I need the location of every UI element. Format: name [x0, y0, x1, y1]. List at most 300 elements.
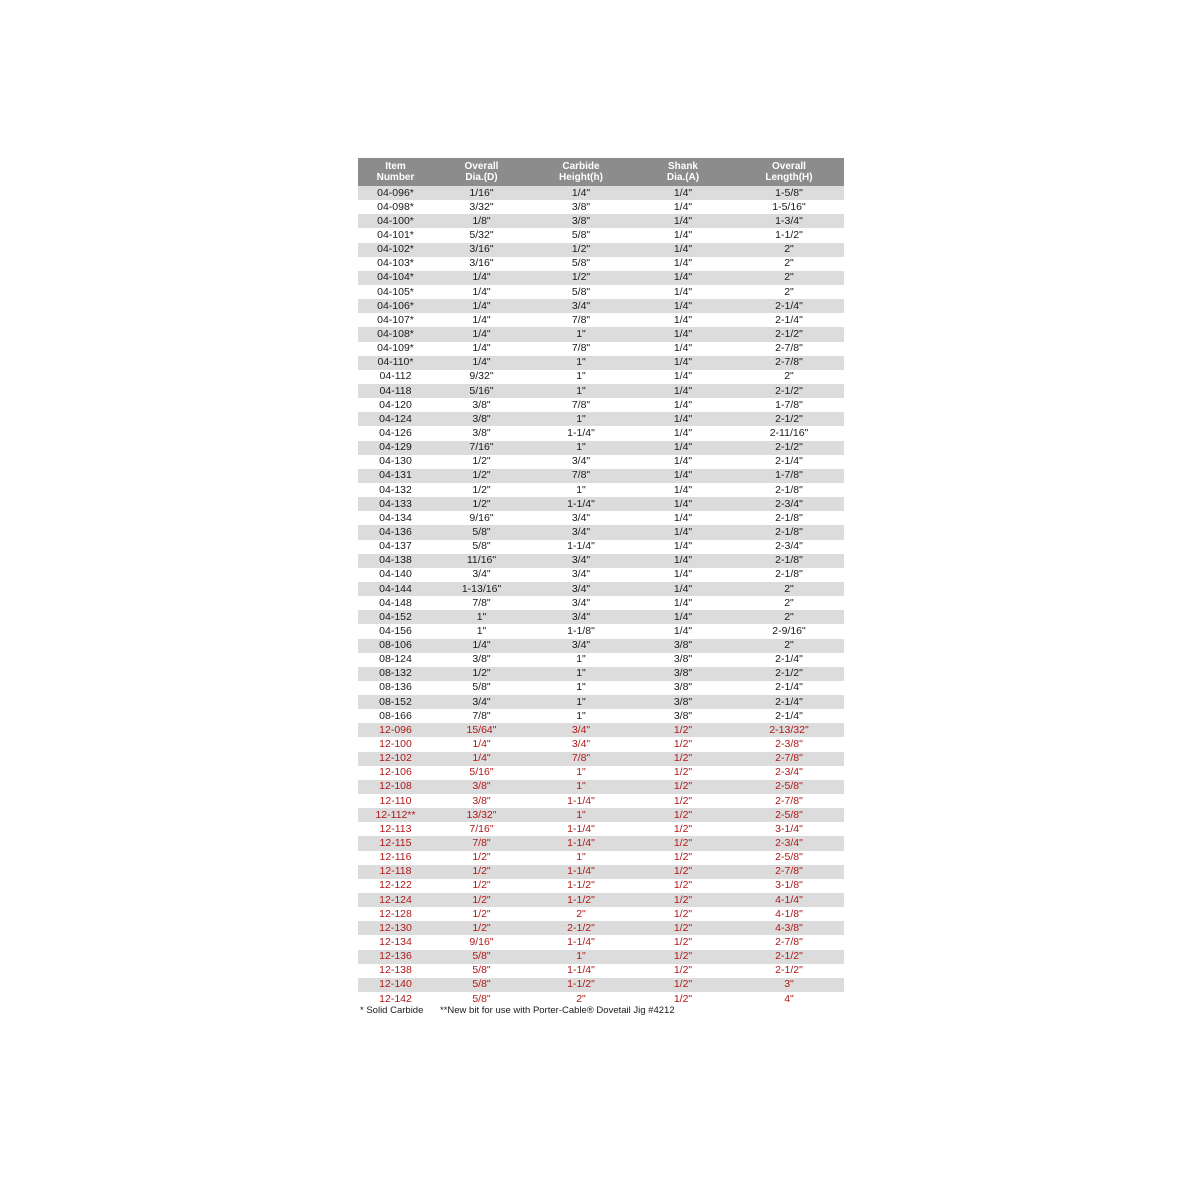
cell-shank-dia: 1/2"	[632, 822, 734, 836]
cell-overall-length: 3"	[734, 978, 844, 992]
table-row	[358, 582, 844, 596]
cell-shank-dia: 1/2"	[632, 935, 734, 949]
cell-shank-dia: 1/2"	[632, 964, 734, 978]
cell-overall-dia: 3/16"	[433, 257, 530, 271]
cell-shank-dia: 1/2"	[632, 766, 734, 780]
table-row	[358, 455, 844, 469]
cell-overall-length: 2-1/4"	[734, 695, 844, 709]
cell-overall-length: 2-5/8"	[734, 851, 844, 865]
cell-carbide-height: 3/4"	[530, 511, 632, 525]
cell-overall-dia: 7/16"	[433, 441, 530, 455]
cell-carbide-height: 1"	[530, 709, 632, 723]
cell-overall-length: 2-1/2"	[734, 950, 844, 964]
cell-item-number: 12-100	[358, 737, 433, 751]
cell-item-number: 04-102*	[358, 243, 433, 257]
cell-carbide-height: 1/2"	[530, 243, 632, 257]
cell-shank-dia: 1/4"	[632, 299, 734, 313]
cell-shank-dia: 1/2"	[632, 907, 734, 921]
cell-carbide-height: 1-1/4"	[530, 822, 632, 836]
cell-item-number: 12-122	[358, 879, 433, 893]
cell-shank-dia: 1/4"	[632, 582, 734, 596]
cell-shank-dia: 1/4"	[632, 554, 734, 568]
cell-overall-dia: 5/8"	[433, 681, 530, 695]
cell-item-number: 04-108*	[358, 327, 433, 341]
cell-carbide-height: 1"	[530, 370, 632, 384]
cell-item-number: 04-152	[358, 610, 433, 624]
cell-item-number: 04-109*	[358, 342, 433, 356]
header-carbide-height: Carbide Height(h)	[530, 158, 632, 186]
table-row	[358, 412, 844, 426]
cell-overall-dia: 1/4"	[433, 752, 530, 766]
cell-shank-dia: 1/4"	[632, 243, 734, 257]
cell-item-number: 08-152	[358, 695, 433, 709]
table-row	[358, 752, 844, 766]
cell-overall-dia: 1/8"	[433, 214, 530, 228]
cell-item-number: 04-104*	[358, 271, 433, 285]
cell-shank-dia: 1/4"	[632, 257, 734, 271]
cell-carbide-height: 3/4"	[530, 299, 632, 313]
table-row	[358, 964, 844, 978]
cell-carbide-height: 3/4"	[530, 737, 632, 751]
cell-carbide-height: 1"	[530, 441, 632, 455]
cell-overall-dia: 5/8"	[433, 978, 530, 992]
cell-overall-length: 4-3/8"	[734, 921, 844, 935]
cell-carbide-height: 1-1/2"	[530, 879, 632, 893]
cell-overall-length: 2"	[734, 257, 844, 271]
cell-overall-length: 2-1/2"	[734, 667, 844, 681]
cell-shank-dia: 1/4"	[632, 398, 734, 412]
cell-carbide-height: 7/8"	[530, 752, 632, 766]
cell-carbide-height: 1-1/2"	[530, 978, 632, 992]
cell-overall-length: 2-1/8"	[734, 568, 844, 582]
cell-overall-dia: 5/8"	[433, 540, 530, 554]
cell-overall-length: 2-3/4"	[734, 540, 844, 554]
table-row	[358, 483, 844, 497]
cell-overall-dia: 1/4"	[433, 299, 530, 313]
table-row	[358, 497, 844, 511]
cell-shank-dia: 3/8"	[632, 695, 734, 709]
cell-shank-dia: 1/2"	[632, 780, 734, 794]
cell-carbide-height: 1"	[530, 808, 632, 822]
cell-overall-dia: 1/2"	[433, 455, 530, 469]
cell-carbide-height: 2"	[530, 992, 632, 1006]
cell-overall-length: 2-1/8"	[734, 511, 844, 525]
table-row	[358, 921, 844, 935]
cell-overall-dia: 7/8"	[433, 709, 530, 723]
cell-item-number: 04-148	[358, 596, 433, 610]
cell-overall-length: 2-7/8"	[734, 356, 844, 370]
cell-shank-dia: 1/2"	[632, 752, 734, 766]
table-row	[358, 271, 844, 285]
cell-overall-length: 2-1/4"	[734, 653, 844, 667]
cell-item-number: 12-138	[358, 964, 433, 978]
cell-overall-length: 2-7/8"	[734, 935, 844, 949]
cell-overall-dia: 1/2"	[433, 865, 530, 879]
cell-carbide-height: 1-1/4"	[530, 964, 632, 978]
table-row	[358, 285, 844, 299]
table-row	[358, 653, 844, 667]
table-row	[358, 327, 844, 341]
cell-shank-dia: 1/2"	[632, 851, 734, 865]
table-row	[358, 568, 844, 582]
table-row	[358, 780, 844, 794]
cell-shank-dia: 1/2"	[632, 992, 734, 1006]
cell-carbide-height: 1"	[530, 384, 632, 398]
cell-item-number: 12-128	[358, 907, 433, 921]
cell-shank-dia: 1/2"	[632, 978, 734, 992]
cell-overall-dia: 1/4"	[433, 342, 530, 356]
cell-overall-dia: 7/16"	[433, 822, 530, 836]
cell-carbide-height: 1-1/4"	[530, 836, 632, 850]
cell-overall-dia: 5/8"	[433, 964, 530, 978]
table-row	[358, 398, 844, 412]
cell-shank-dia: 1/4"	[632, 441, 734, 455]
cell-overall-length: 3-1/4"	[734, 822, 844, 836]
cell-carbide-height: 3/4"	[530, 596, 632, 610]
cell-item-number: 12-142	[358, 992, 433, 1006]
cell-shank-dia: 1/4"	[632, 384, 734, 398]
cell-overall-dia: 9/16"	[433, 511, 530, 525]
cell-overall-length: 2-1/2"	[734, 384, 844, 398]
cell-item-number: 04-118	[358, 384, 433, 398]
cell-carbide-height: 5/8"	[530, 228, 632, 242]
cell-carbide-height: 1"	[530, 483, 632, 497]
cell-shank-dia: 1/4"	[632, 525, 734, 539]
cell-item-number: 04-136	[358, 525, 433, 539]
cell-item-number: 08-136	[358, 681, 433, 695]
header-overall-dia: Overall Dia.(D)	[433, 158, 530, 186]
table-row	[358, 342, 844, 356]
table-row	[358, 737, 844, 751]
cell-carbide-height: 3/4"	[530, 455, 632, 469]
cell-item-number: 04-120	[358, 398, 433, 412]
cell-overall-dia: 1-13/16"	[433, 582, 530, 596]
cell-shank-dia: 1/2"	[632, 921, 734, 935]
cell-carbide-height: 1"	[530, 667, 632, 681]
table-row	[358, 624, 844, 638]
cell-shank-dia: 1/4"	[632, 483, 734, 497]
cell-overall-dia: 1/4"	[433, 313, 530, 327]
cell-item-number: 04-112	[358, 370, 433, 384]
cell-overall-length: 2"	[734, 596, 844, 610]
cell-overall-dia: 5/8"	[433, 525, 530, 539]
cell-overall-dia: 5/32"	[433, 228, 530, 242]
cell-item-number: 04-129	[358, 441, 433, 455]
cell-carbide-height: 1/2"	[530, 271, 632, 285]
header-item-number: Item Number	[358, 158, 433, 186]
cell-overall-dia: 1"	[433, 624, 530, 638]
cell-overall-dia: 3/8"	[433, 653, 530, 667]
cell-item-number: 04-101*	[358, 228, 433, 242]
cell-overall-length: 3-1/8"	[734, 879, 844, 893]
cell-carbide-height: 7/8"	[530, 469, 632, 483]
cell-item-number: 04-126	[358, 426, 433, 440]
cell-overall-length: 2-1/4"	[734, 313, 844, 327]
cell-carbide-height: 1-1/2"	[530, 893, 632, 907]
table-row	[358, 879, 844, 893]
cell-shank-dia: 1/2"	[632, 879, 734, 893]
table-row	[358, 681, 844, 695]
table-row	[358, 186, 844, 200]
cell-item-number: 12-116	[358, 851, 433, 865]
table-body	[358, 186, 844, 1006]
cell-overall-length: 2"	[734, 285, 844, 299]
cell-overall-dia: 1/4"	[433, 639, 530, 653]
cell-item-number: 12-096	[358, 723, 433, 737]
cell-overall-dia: 13/32"	[433, 808, 530, 822]
table-row	[358, 243, 844, 257]
cell-overall-length: 2-5/8"	[734, 780, 844, 794]
cell-carbide-height: 3/8"	[530, 200, 632, 214]
cell-shank-dia: 1/4"	[632, 271, 734, 285]
cell-overall-dia: 3/16"	[433, 243, 530, 257]
cell-shank-dia: 1/4"	[632, 469, 734, 483]
cell-overall-dia: 9/16"	[433, 935, 530, 949]
cell-overall-length: 2-9/16"	[734, 624, 844, 638]
table-row	[358, 794, 844, 808]
cell-overall-dia: 3/4"	[433, 695, 530, 709]
table-row	[358, 935, 844, 949]
cell-item-number: 12-110	[358, 794, 433, 808]
cell-carbide-height: 1/4"	[530, 186, 632, 200]
table-row	[358, 228, 844, 242]
cell-shank-dia: 1/4"	[632, 342, 734, 356]
cell-shank-dia: 1/2"	[632, 836, 734, 850]
cell-carbide-height: 3/4"	[530, 568, 632, 582]
cell-shank-dia: 3/8"	[632, 667, 734, 681]
cell-shank-dia: 1/4"	[632, 540, 734, 554]
table-row	[358, 667, 844, 681]
cell-overall-dia: 3/8"	[433, 780, 530, 794]
cell-overall-dia: 1/4"	[433, 327, 530, 341]
cell-overall-length: 2-1/4"	[734, 681, 844, 695]
cell-overall-dia: 1"	[433, 610, 530, 624]
table-row	[358, 554, 844, 568]
cell-overall-length: 2-3/4"	[734, 766, 844, 780]
cell-carbide-height: 1-1/4"	[530, 935, 632, 949]
table-row	[358, 978, 844, 992]
table-row	[358, 257, 844, 271]
cell-shank-dia: 1/2"	[632, 808, 734, 822]
cell-carbide-height: 7/8"	[530, 398, 632, 412]
table-row	[358, 766, 844, 780]
table-row	[358, 907, 844, 921]
cell-carbide-height: 5/8"	[530, 257, 632, 271]
cell-overall-length: 2"	[734, 610, 844, 624]
cell-item-number: 04-132	[358, 483, 433, 497]
cell-overall-length: 4-1/8"	[734, 907, 844, 921]
cell-overall-dia: 1/4"	[433, 356, 530, 370]
cell-carbide-height: 1"	[530, 653, 632, 667]
cell-overall-dia: 1/2"	[433, 907, 530, 921]
cell-overall-length: 1-7/8"	[734, 398, 844, 412]
cell-shank-dia: 1/2"	[632, 893, 734, 907]
cell-shank-dia: 1/4"	[632, 186, 734, 200]
cell-carbide-height: 2"	[530, 907, 632, 921]
cell-overall-dia: 1/2"	[433, 483, 530, 497]
cell-carbide-height: 1"	[530, 766, 632, 780]
cell-overall-length: 2-11/16"	[734, 426, 844, 440]
router-bit-spec-table	[358, 158, 844, 1006]
cell-item-number: 04-140	[358, 568, 433, 582]
cell-shank-dia: 1/4"	[632, 412, 734, 426]
cell-item-number: 04-098*	[358, 200, 433, 214]
cell-overall-dia: 5/16"	[433, 384, 530, 398]
table-header	[358, 158, 844, 186]
table-row	[358, 384, 844, 398]
cell-shank-dia: 3/8"	[632, 653, 734, 667]
cell-overall-dia: 1/2"	[433, 469, 530, 483]
cell-shank-dia: 1/4"	[632, 200, 734, 214]
cell-overall-length: 1-5/16"	[734, 200, 844, 214]
table-row	[358, 469, 844, 483]
cell-carbide-height: 1"	[530, 851, 632, 865]
table-row	[358, 426, 844, 440]
cell-item-number: 04-130	[358, 455, 433, 469]
cell-overall-length: 2-1/2"	[734, 327, 844, 341]
cell-item-number: 04-134	[358, 511, 433, 525]
cell-item-number: 12-108	[358, 780, 433, 794]
table-row	[358, 950, 844, 964]
cell-overall-dia: 3/8"	[433, 412, 530, 426]
cell-carbide-height: 3/4"	[530, 610, 632, 624]
table-row	[358, 200, 844, 214]
cell-carbide-height: 3/4"	[530, 525, 632, 539]
cell-carbide-height: 3/4"	[530, 554, 632, 568]
cell-item-number: 12-136	[358, 950, 433, 964]
cell-carbide-height: 1-1/4"	[530, 794, 632, 808]
cell-item-number: 12-102	[358, 752, 433, 766]
cell-overall-dia: 1/4"	[433, 285, 530, 299]
cell-carbide-height: 7/8"	[530, 313, 632, 327]
cell-overall-dia: 3/8"	[433, 794, 530, 808]
cell-carbide-height: 1-1/4"	[530, 540, 632, 554]
cell-item-number: 04-105*	[358, 285, 433, 299]
cell-item-number: 12-112**	[358, 808, 433, 822]
cell-item-number: 04-110*	[358, 356, 433, 370]
cell-carbide-height: 1"	[530, 780, 632, 794]
cell-carbide-height: 3/8"	[530, 214, 632, 228]
cell-item-number: 04-100*	[358, 214, 433, 228]
cell-overall-dia: 3/8"	[433, 426, 530, 440]
cell-carbide-height: 1-1/8"	[530, 624, 632, 638]
table-row	[358, 836, 844, 850]
cell-overall-length: 2-1/4"	[734, 299, 844, 313]
cell-overall-dia: 5/8"	[433, 950, 530, 964]
table-row	[358, 370, 844, 384]
table-row	[358, 596, 844, 610]
cell-shank-dia: 1/2"	[632, 865, 734, 879]
table-row	[358, 299, 844, 313]
table-row	[358, 893, 844, 907]
cell-item-number: 08-124	[358, 653, 433, 667]
cell-item-number: 08-106	[358, 639, 433, 653]
cell-overall-length: 2-13/32"	[734, 723, 844, 737]
cell-overall-length: 2-3/4"	[734, 836, 844, 850]
cell-carbide-height: 1"	[530, 356, 632, 370]
cell-overall-length: 2-1/4"	[734, 709, 844, 723]
cell-shank-dia: 1/2"	[632, 723, 734, 737]
cell-item-number: 08-166	[358, 709, 433, 723]
table-row	[358, 822, 844, 836]
cell-item-number: 04-096*	[358, 186, 433, 200]
cell-overall-length: 2"	[734, 639, 844, 653]
cell-carbide-height: 1"	[530, 327, 632, 341]
cell-shank-dia: 3/8"	[632, 709, 734, 723]
cell-item-number: 12-134	[358, 935, 433, 949]
table-row	[358, 214, 844, 228]
cell-overall-dia: 1/4"	[433, 737, 530, 751]
cell-carbide-height: 3/4"	[530, 639, 632, 653]
cell-overall-dia: 3/4"	[433, 568, 530, 582]
cell-item-number: 04-144	[358, 582, 433, 596]
cell-shank-dia: 1/4"	[632, 313, 734, 327]
cell-overall-length: 2-3/4"	[734, 497, 844, 511]
cell-carbide-height: 1"	[530, 950, 632, 964]
cell-item-number: 12-106	[358, 766, 433, 780]
cell-carbide-height: 1"	[530, 681, 632, 695]
cell-shank-dia: 1/4"	[632, 610, 734, 624]
cell-overall-length: 2"	[734, 370, 844, 384]
footnote-solid-carbide: * Solid Carbide	[360, 1005, 424, 1016]
cell-shank-dia: 1/4"	[632, 568, 734, 582]
cell-overall-dia: 15/64"	[433, 723, 530, 737]
cell-item-number: 12-113	[358, 822, 433, 836]
cell-item-number: 04-131	[358, 469, 433, 483]
cell-item-number: 04-106*	[358, 299, 433, 313]
table-row	[358, 709, 844, 723]
cell-shank-dia: 1/4"	[632, 228, 734, 242]
cell-overall-length: 2"	[734, 271, 844, 285]
cell-overall-length: 2-1/4"	[734, 455, 844, 469]
cell-overall-length: 2-7/8"	[734, 865, 844, 879]
cell-item-number: 12-124	[358, 893, 433, 907]
cell-carbide-height: 7/8"	[530, 342, 632, 356]
cell-item-number: 12-130	[358, 921, 433, 935]
table-row	[358, 540, 844, 554]
cell-overall-length: 2-1/8"	[734, 554, 844, 568]
cell-overall-length: 2-5/8"	[734, 808, 844, 822]
cell-overall-length: 4-1/4"	[734, 893, 844, 907]
header-row	[358, 158, 844, 186]
table-row	[358, 511, 844, 525]
cell-overall-length: 2-7/8"	[734, 752, 844, 766]
cell-shank-dia: 1/4"	[632, 370, 734, 384]
cell-shank-dia: 1/4"	[632, 356, 734, 370]
cell-overall-length: 2-7/8"	[734, 794, 844, 808]
cell-carbide-height: 1"	[530, 695, 632, 709]
table-row	[358, 808, 844, 822]
cell-overall-length: 1-1/2"	[734, 228, 844, 242]
cell-shank-dia: 1/4"	[632, 426, 734, 440]
table-row	[358, 639, 844, 653]
table-row	[358, 723, 844, 737]
cell-overall-dia: 3/8"	[433, 398, 530, 412]
cell-overall-dia: 5/8"	[433, 992, 530, 1006]
cell-shank-dia: 1/4"	[632, 285, 734, 299]
cell-overall-dia: 9/32"	[433, 370, 530, 384]
cell-carbide-height: 1-1/4"	[530, 497, 632, 511]
cell-overall-dia: 3/32"	[433, 200, 530, 214]
cell-item-number: 12-118	[358, 865, 433, 879]
cell-shank-dia: 1/2"	[632, 794, 734, 808]
cell-carbide-height: 3/4"	[530, 582, 632, 596]
cell-shank-dia: 1/4"	[632, 624, 734, 638]
cell-overall-length: 2"	[734, 582, 844, 596]
table-row	[358, 525, 844, 539]
cell-shank-dia: 3/8"	[632, 639, 734, 653]
table-row	[358, 313, 844, 327]
